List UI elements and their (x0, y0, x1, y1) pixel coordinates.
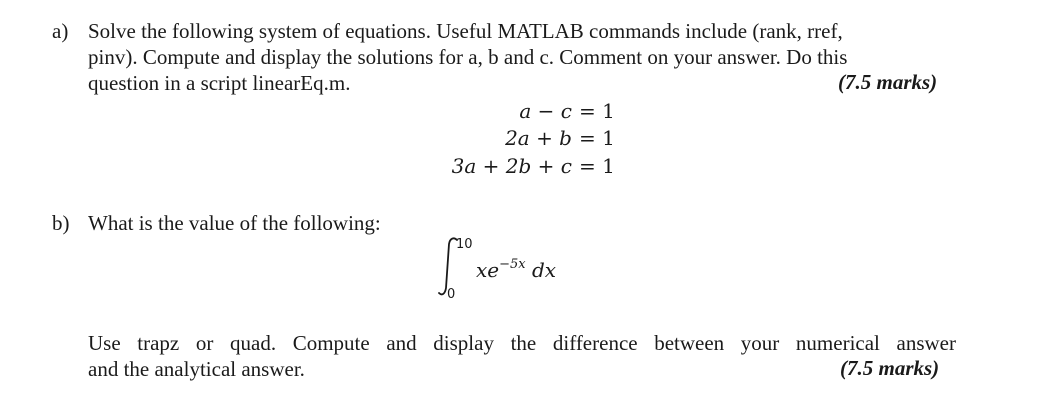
equation-3-lhs: 3a + 2b + c (451, 154, 572, 178)
part-a-marks: (7.5 marks) (838, 70, 938, 94)
part-b-line-2: and the analytical answer. (88, 357, 305, 381)
part-a-label: a) (52, 19, 69, 43)
integral-upper-limit: 10 (456, 237, 473, 252)
part-a-line-2: pinv). Compute and display the solutions for a, b and c. Comment on your answer. Do this (88, 45, 848, 69)
integrand: $xe^{-5x}$ dx (476, 257, 557, 282)
part-b-label: b) (52, 211, 70, 235)
part-b-marks: (7.5 marks) (840, 356, 940, 380)
part-a-line-3: question in a script linearEq.m. (88, 71, 351, 95)
equation-2-lhs: 2a + b (505, 126, 572, 150)
equation-1-eq: = 1 (579, 99, 615, 123)
integral-lower-limit: 0 (447, 287, 456, 302)
equation-1-lhs: a − c (519, 99, 572, 123)
equation-2-eq: = 1 (579, 126, 615, 150)
part-b-prompt: What is the value of the following: (88, 211, 381, 235)
equation-3-eq: = 1 (579, 154, 615, 178)
part-b-line-1: Use trapz or quad. Compute and display the difference between your numerical answer (88, 331, 956, 355)
part-a-line-1: Solve the following system of equations. Useful MATLAB commands include (rank, rref, (88, 19, 843, 43)
